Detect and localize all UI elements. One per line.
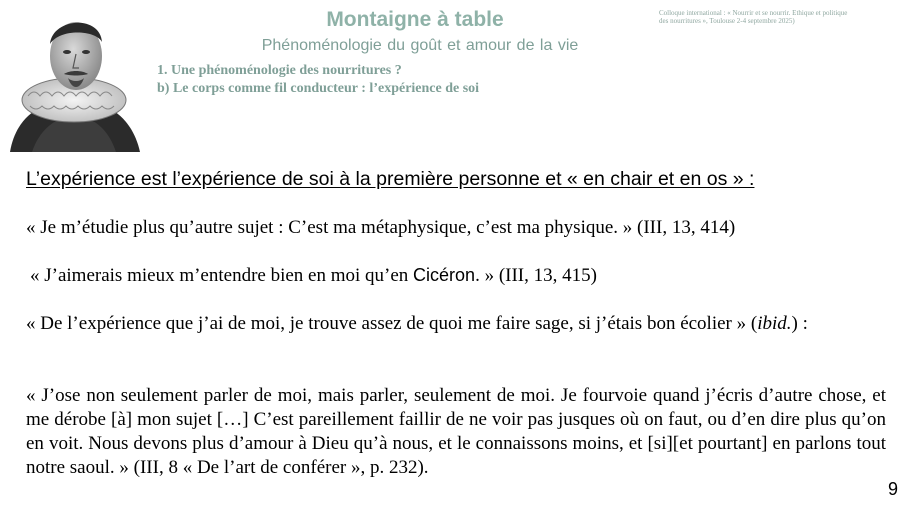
- quote-1: « Je m’étudie plus qu’autre sujet : C’est ma métaphysique, c’est ma physique. » (III, 13, 414): [26, 217, 736, 238]
- section-heading: 1. Une phénoménologie des nourritures ?: [157, 63, 402, 78]
- quote-2: [30, 263, 890, 288]
- subsection-heading: b) Le corps comme fil conducteur : l’expérience de soi: [157, 81, 480, 96]
- quote-2-name: Cicéron: [413, 265, 476, 285]
- presentation-title: Montaigne à table: [326, 8, 504, 31]
- conference-note: [659, 9, 899, 25]
- conference-note-line-2: des nourritures », Toulouse 2-4 septembre 2025): [659, 17, 795, 25]
- conference-note-line-1: Colloque international : « Nourrir et se nourrir. Ethique et politique: [659, 9, 848, 17]
- page-number: 9: [887, 479, 898, 499]
- quote-3-end: ) :: [791, 313, 808, 334]
- quote-4: « J’ose non seulement parler de moi, mais parler, seulement de moi. Je fourvoie quand j’écris d’autre chose, et me dérobe [à] mon sujet […] C’est pareillement faillir de ne voir pas jusques où on faut, ou d’en dire plus qu’on en voit. Nous devons plus d’amour à Dieu qu’à nous, et le connaissons moins, et [si][et pourtant] en parlons tout notre saoul. » (III, 8 « De l’art de conférer », p. 232).: [26, 385, 886, 478]
- quote-3-text: « De l’expérience que j’ai de moi, je trouve assez de quoi me faire sage, si j’étais bon écolier » (: [26, 313, 758, 334]
- montaigne-portrait: [2, 4, 146, 152]
- quote-2-text-after: . » (III, 13, 415): [475, 265, 597, 286]
- slide-heading: L’expérience est l’expérience de soi à la première personne et « en chair et en os » :: [26, 168, 755, 190]
- quote-3-ibid: ibid.: [757, 313, 792, 334]
- quote-2-text-before: « J’aimerais mieux m’entendre bien en moi qu’en: [30, 265, 414, 286]
- presentation-subtitle: Phénoménologie du goût et amour de la vie: [261, 37, 579, 54]
- quote-3: [26, 312, 886, 336]
